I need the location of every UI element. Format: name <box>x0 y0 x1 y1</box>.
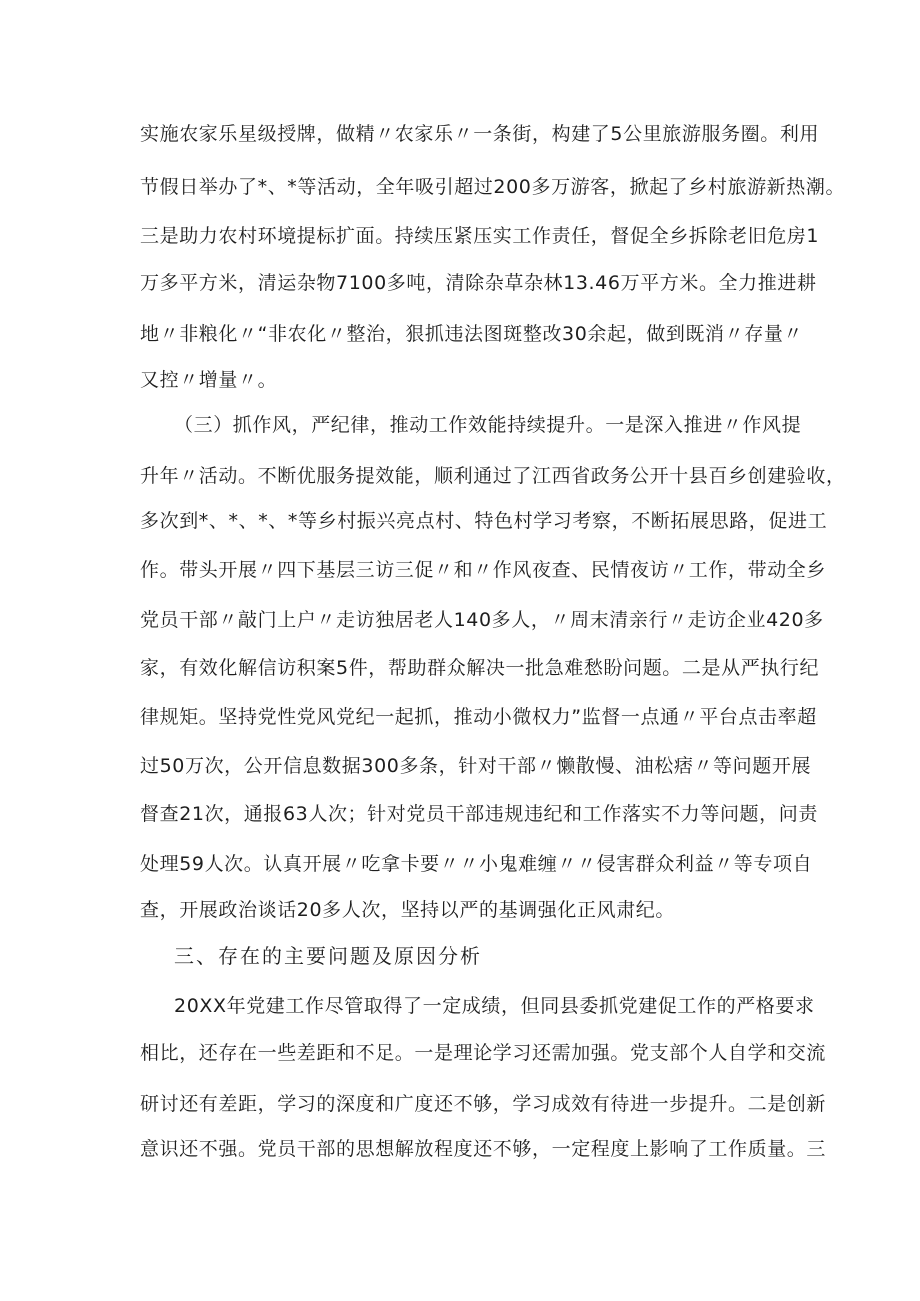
body-text-line: 家，有效化解信访积案5件，帮助群众解决一批急难愁盼问题。二是从严执行纪 <box>140 657 820 679</box>
body-text-line: 多次到*、*、*、*等乡村振兴亮点村、特色村学习考察，不断拓展思路，促进工 <box>140 510 828 532</box>
body-text-line: 作。带头开展〃四下基层三访三促〃和〃作风夜查、民情夜访〃工作，带动全乡 <box>140 559 827 581</box>
body-text-line: 升年〃活动。不断优服务提效能，顺利通过了江西省政务公开十县百乡创建验收， <box>140 465 846 487</box>
body-text-line: 过50万次，公开信息数据300多条，针对干部〃懒散慢、油松痞〃等问题开展 <box>140 755 812 777</box>
body-text-line: 律规矩。坚持党性党风党纪一起抓，推动小微权力”监督一点通〃平台点击率超 <box>140 706 817 728</box>
body-text-line: 地〃非粮化〃“非农化〃整治，狠抓违法图斑整改30余起，做到既消〃存量〃 <box>140 323 804 345</box>
body-text-line: 党员干部〃敲门上户〃走访独居老人140多人，〃周末清亲行〃走访企业420多 <box>140 609 824 631</box>
body-text-line: 又控〃增量〃。 <box>140 369 278 391</box>
body-text-line: 三是助力农村环境提标扩面。持续压紧压实工作责任，督促全乡拆除老旧危房1 <box>140 225 820 247</box>
body-text-line: 相比，还存在一些差距和不足。一是理论学习还需加强。党支部个人自学和交流 <box>140 1042 827 1064</box>
body-text-line: 查，开展政治谈话20多人次，坚持以严的基调强化正风肃纪。 <box>140 899 675 921</box>
section-heading: 三、存在的主要问题及原因分析 <box>174 944 482 968</box>
body-text-line: 节假日举办了*、*等活动，全年吸引超过200多万游客，掀起了乡村旅游新热潮。 <box>140 176 846 198</box>
body-text-line: 意识还不强。党员干部的思想解放程度还不够，一定程度上影响了工作质量。三 <box>140 1138 827 1160</box>
section-paragraph-start: 20XX年党建工作尽管取得了一定成绩，但同县委抓党建促工作的严格要求 <box>174 995 815 1017</box>
body-text-line: 实施农家乐星级授牌，做精〃农家乐〃一条街，构建了5公里旅游服务圈。利用 <box>140 123 820 145</box>
section-paragraph-start: （三）抓作风，严纪律，推动工作效能持续提升。一是深入推进〃作风提 <box>174 414 802 436</box>
body-text-line: 研讨还有差距，学习的深度和广度还不够，学习成效有待进一步提升。二是创新 <box>140 1093 827 1115</box>
body-text-line: 督查21次，通报63人次；针对党员干部违规违纪和工作落实不力等问题，问责 <box>140 803 818 825</box>
body-text-line: 万多平方米，清运杂物7100多吨，清除杂草杂林13.46万平方米。全力推进耕 <box>140 272 817 294</box>
body-text-line: 处理59人次。认真开展〃吃拿卡要〃〃小鬼难缠〃〃侵害群众利益〃等专项自 <box>140 853 813 875</box>
